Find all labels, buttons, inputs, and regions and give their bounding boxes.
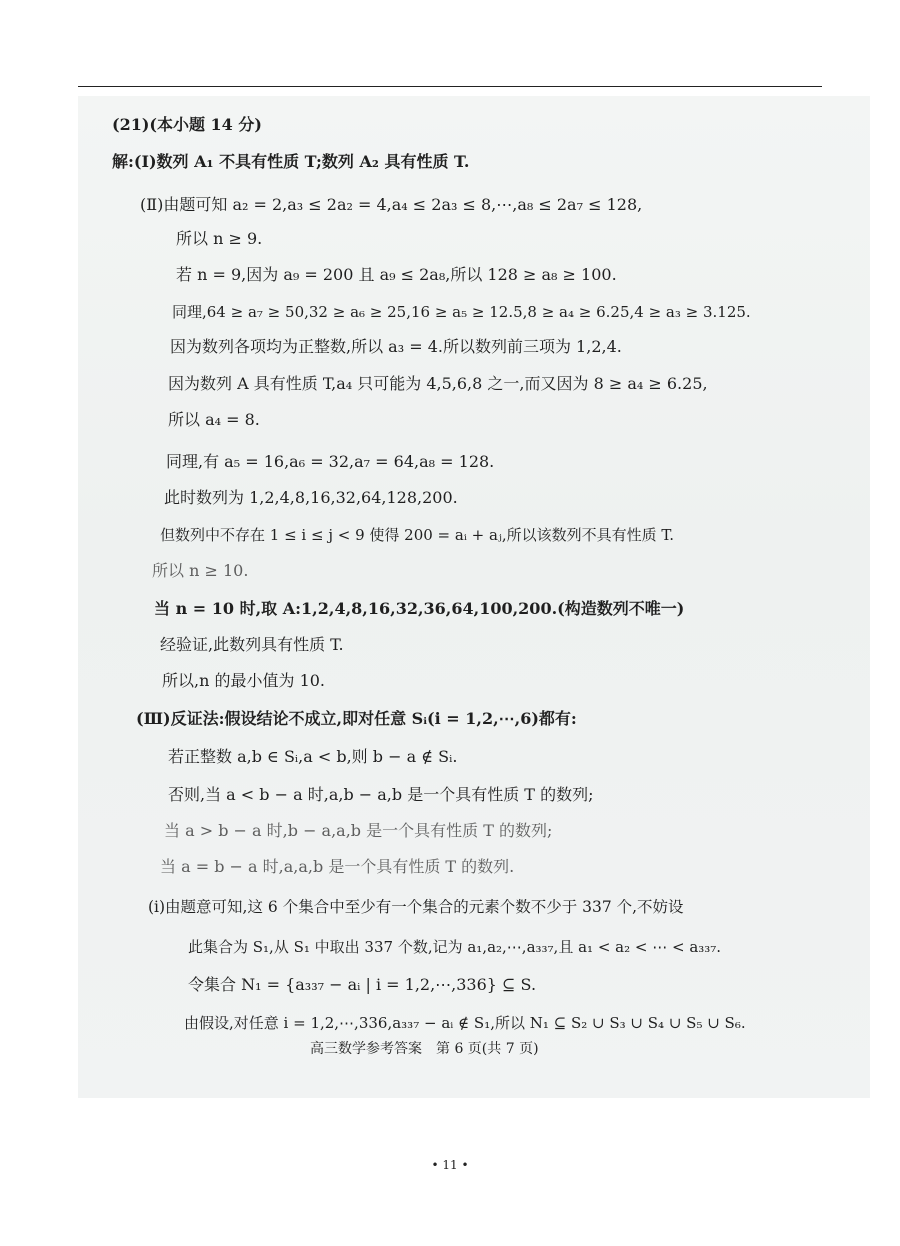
text-line: 由假设,对任意 i = 1,2,⋯,336,a₃₃₇ − aᵢ ∉ S₁,所以 N₁ ⊆ S₂ ∪ S₃ ∪ S₄ ∪ S₅ ∪ S₆. [184,1014,746,1032]
text-line: 同理,64 ≥ a₇ ≥ 50,32 ≥ a₆ ≥ 25,16 ≥ a₅ ≥ 12.5,8 ≥ a₄ ≥ 6.25,4 ≥ a₃ ≥ 3.125. [172,303,751,321]
answer-part-1: 解:(Ⅰ)数列 A₁ 不具有性质 T;数列 A₂ 具有性质 T. [112,152,470,171]
text-line: 但数列中不存在 1 ≤ i ≤ j < 9 使得 200 = aᵢ + aⱼ,所以该数列不具有性质 T. [160,526,674,544]
text-line: 此时数列为 1,2,4,8,16,32,64,128,200. [164,488,458,507]
text-line: 否则,当 a < b − a 时,a,b − a,b 是一个具有性质 T 的数列; [168,785,594,804]
text-line: 所以 a₄ = 8. [168,410,260,429]
text-line: 经验证,此数列具有性质 T. [160,635,344,654]
text-line: 当 a = b − a 时,a,a,b 是一个具有性质 T 的数列. [160,857,515,876]
answer-part-2-intro: (Ⅱ)由题可知 a₂ = 2,a₃ ≤ 2a₂ = 4,a₄ ≤ 2a₃ ≤ 8,⋯,a₈ ≤ 2a₇ ≤ 128, [140,195,643,214]
text-line: 若 n = 9,因为 a₉ = 200 且 a₉ ≤ 2a₈,所以 128 ≥ a₈ ≥ 100. [176,265,617,284]
text-line: 所以,n 的最小值为 10. [162,671,326,690]
text-line: 当 n = 10 时,取 A:1,2,4,8,16,32,36,64,100,200.(构造数列不唯一) [154,599,685,618]
text-line: 所以 n ≥ 10. [152,561,249,580]
answer-part-3-intro: (Ⅲ)反证法:假设结论不成立,即对任意 Sᵢ(i = 1,2,⋯,6)都有: [136,709,577,728]
problem-header: (21)(本小题 14 分) [112,115,262,134]
text-line: 此集合为 S₁,从 S₁ 中取出 337 个数,记为 a₁,a₂,⋯,a₃₃₇,且 a₁ < a₂ < ⋯ < a₃₃₇. [188,938,722,956]
text-line: 若正整数 a,b ∈ Sᵢ,a < b,则 b − a ∉ Sᵢ. [168,747,458,766]
top-rule [78,86,822,87]
text-line: 令集合 N₁ = {a₃₃₇ − aᵢ | i = 1,2,⋯,336} ⊆ S. [188,975,537,994]
page-number: • 11 • [431,1158,469,1172]
text-line: 当 a > b − a 时,b − a,a,b 是一个具有性质 T 的数列; [164,821,553,840]
inner-page-footer: 高三数学参考答案 第 6 页(共 7 页) [310,1041,539,1057]
text-line: (ⅰ)由题意可知,这 6 个集合中至少有一个集合的元素个数不少于 337 个,不妨设 [148,898,684,916]
text-line: 因为数列 A 具有性质 T,a₄ 只可能为 4,5,6,8 之一,而又因为 8 ≥ a₄ ≥ 6.25, [168,374,708,393]
text-line: 所以 n ≥ 9. [176,229,263,248]
scanned-page [78,96,870,1098]
text-line: 因为数列各项均为正整数,所以 a₃ = 4.所以数列前三项为 1,2,4. [170,337,622,356]
text-line: 同理,有 a₅ = 16,a₆ = 32,a₇ = 64,a₈ = 128. [166,452,495,471]
